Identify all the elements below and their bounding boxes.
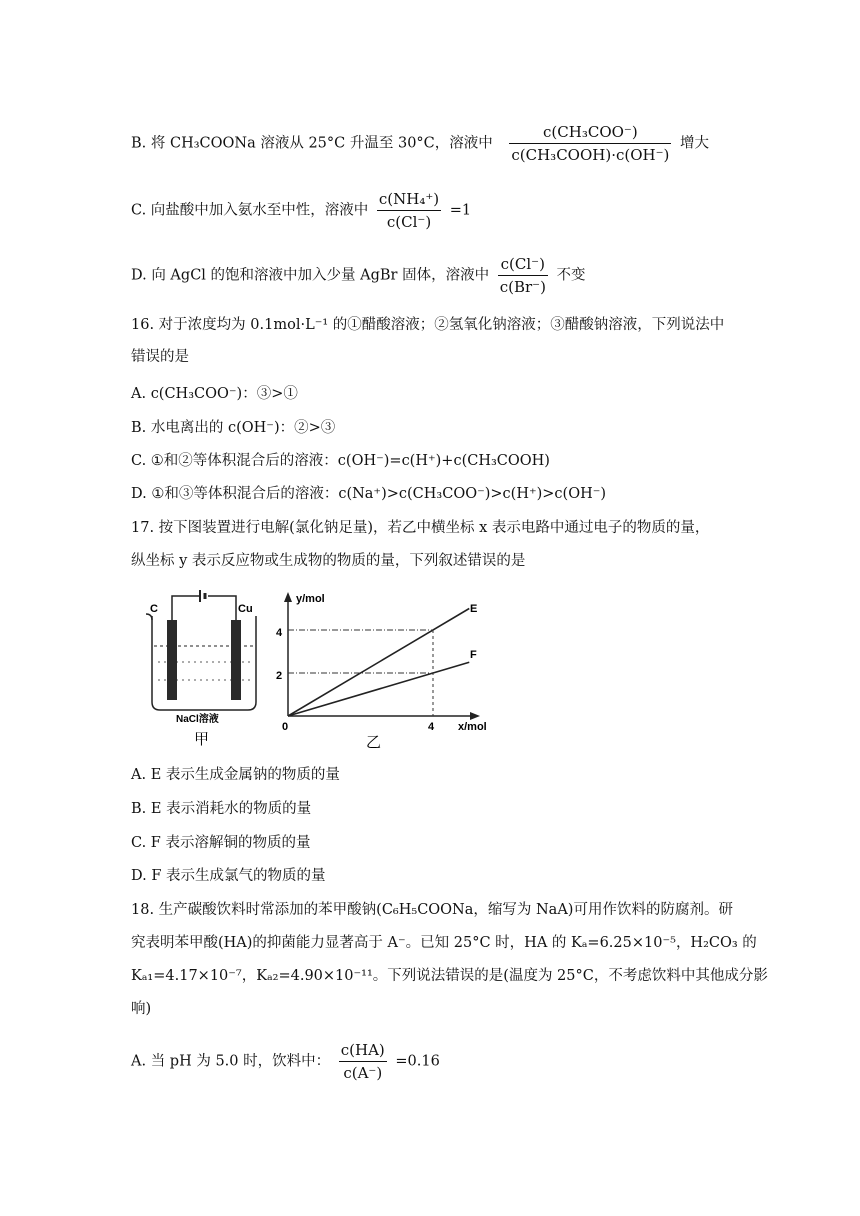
q18-option-a <box>131 1040 440 1083</box>
series-label-f: F <box>470 649 477 661</box>
q15-option-b <box>131 122 709 165</box>
q18-stem-line3: Kₐ₁=4.17×10⁻⁷，Kₐ₂=4.90×10⁻¹¹。下列说法错误的是(温度为 25°C，不考虑饮料中其他成分影 <box>131 968 768 984</box>
q16-option-d: D. ①和③等体积混合后的溶液：c(Na⁺)>c(CH₃COO⁻)>c(H⁺)>c(OH⁻) <box>131 486 607 502</box>
q15-c-text: C. 向盐酸中加入氨水至中性，溶液中 <box>131 202 369 219</box>
q15-c-fraction <box>377 189 441 232</box>
y-axis-label: y/mol <box>296 593 325 605</box>
q15-option-d <box>131 254 586 297</box>
q17-option-b: B. E 表示消耗水的物质的量 <box>131 801 312 817</box>
q15-b-text: B. 将 CH₃COONa 溶液从 25°C 升温至 30°C，溶液中 <box>131 135 493 152</box>
q15-c-numerator: c(NH₄⁺) <box>377 189 441 211</box>
q18-a-numerator: c(HA) <box>339 1040 387 1062</box>
q15-d-numerator: c(Cl⁻) <box>498 254 548 276</box>
q15-b-numerator: c(CH₃COO⁻) <box>509 122 671 144</box>
q16-option-c: C. ①和②等体积混合后的溶液：c(OH⁻)=c(H⁺)+c(CH₃COOH) <box>131 453 550 469</box>
wire-left <box>172 596 200 621</box>
y-tick-4: 4 <box>276 627 283 639</box>
q15-b-denominator: c(CH₃COOH)·c(OH⁻) <box>511 146 670 164</box>
q15-d-text: D. 向 AgCl 的饱和溶液中加入少量 AgBr 固体，溶液中 <box>131 267 490 284</box>
q18-stem-line2: 究表明苯甲酸(HA)的抑菌能力显著高于 A⁻。已知 25°C 时，HA 的 Kₐ=6.25×10⁻⁵，H₂CO₃ 的 <box>131 935 757 951</box>
q18-a-denominator: c(A⁻) <box>343 1064 383 1082</box>
q17-figure <box>128 584 508 754</box>
x-axis-arrow <box>470 712 480 720</box>
q15-b-suffix: 增大 <box>679 135 709 152</box>
q15-c-suffix: =1 <box>449 202 472 219</box>
q18-stem-line4: 响) <box>131 1001 152 1017</box>
carbon-electrode <box>167 620 177 700</box>
q18-stem-line1: 18. 生产碳酸饮料时常添加的苯甲酸钠(C₆H₅COONa，缩写为 NaA)可用作饮料的防腐剂。研 <box>131 902 733 918</box>
origin-label: 0 <box>282 721 289 733</box>
q15-d-suffix: 不变 <box>556 267 586 284</box>
q18-a-fraction <box>339 1040 387 1083</box>
series-line-e <box>288 609 469 717</box>
q15-d-fraction <box>498 254 548 297</box>
copper-electrode <box>231 620 241 700</box>
electrode-label-cu: Cu <box>238 603 253 615</box>
caption-jia: 甲 <box>194 731 210 748</box>
q17-option-d: D. F 表示生成氯气的物质的量 <box>131 868 326 884</box>
q18-a-suffix: =0.16 <box>395 1053 440 1070</box>
x-axis-label: x/mol <box>458 721 487 733</box>
y-tick-2: 2 <box>276 670 283 682</box>
series-label-e: E <box>470 603 478 615</box>
q16-option-a: A. c(CH₃COO⁻)：③>① <box>131 386 298 402</box>
chart-yi <box>276 592 487 751</box>
q18-a-text: A. 当 pH 为 5.0 时，饮料中： <box>131 1053 331 1070</box>
q16-stem-line1: 16. 对于浓度均为 0.1mol·L⁻¹ 的①醋酸溶液；②氢氧化钠溶液；③醋酸钠溶液，下列说法中 <box>131 317 725 333</box>
q17-stem-line2: 纵坐标 y 表示反应物或生成物的物质的量，下列叙述错误的是 <box>131 553 526 569</box>
q17-option-c: C. F 表示溶解铜的物质的量 <box>131 835 311 851</box>
q17-stem-line1: 17. 按下图装置进行电解(氯化钠足量)，若乙中横坐标 x 表示电路中通过电子的物质的量， <box>131 520 710 536</box>
x-tick-4: 4 <box>428 721 435 733</box>
q15-b-fraction <box>509 122 671 165</box>
wire-right <box>208 596 236 621</box>
q16-option-b: B. 水电离出的 c(OH⁻)：②>③ <box>131 420 336 436</box>
series-line-f <box>288 662 469 716</box>
y-axis-arrow <box>284 592 292 602</box>
q15-option-c <box>131 189 471 232</box>
q17-option-a: A. E 表示生成金属钠的物质的量 <box>131 767 340 783</box>
q16-stem-line2: 错误的是 <box>131 349 189 365</box>
electrode-label-c: C <box>150 603 158 615</box>
solution-label: NaCl溶液 <box>176 714 219 725</box>
q15-c-denominator: c(Cl⁻) <box>386 213 432 231</box>
caption-yi: 乙 <box>366 734 382 751</box>
q15-d-denominator: c(Br⁻) <box>499 278 546 296</box>
